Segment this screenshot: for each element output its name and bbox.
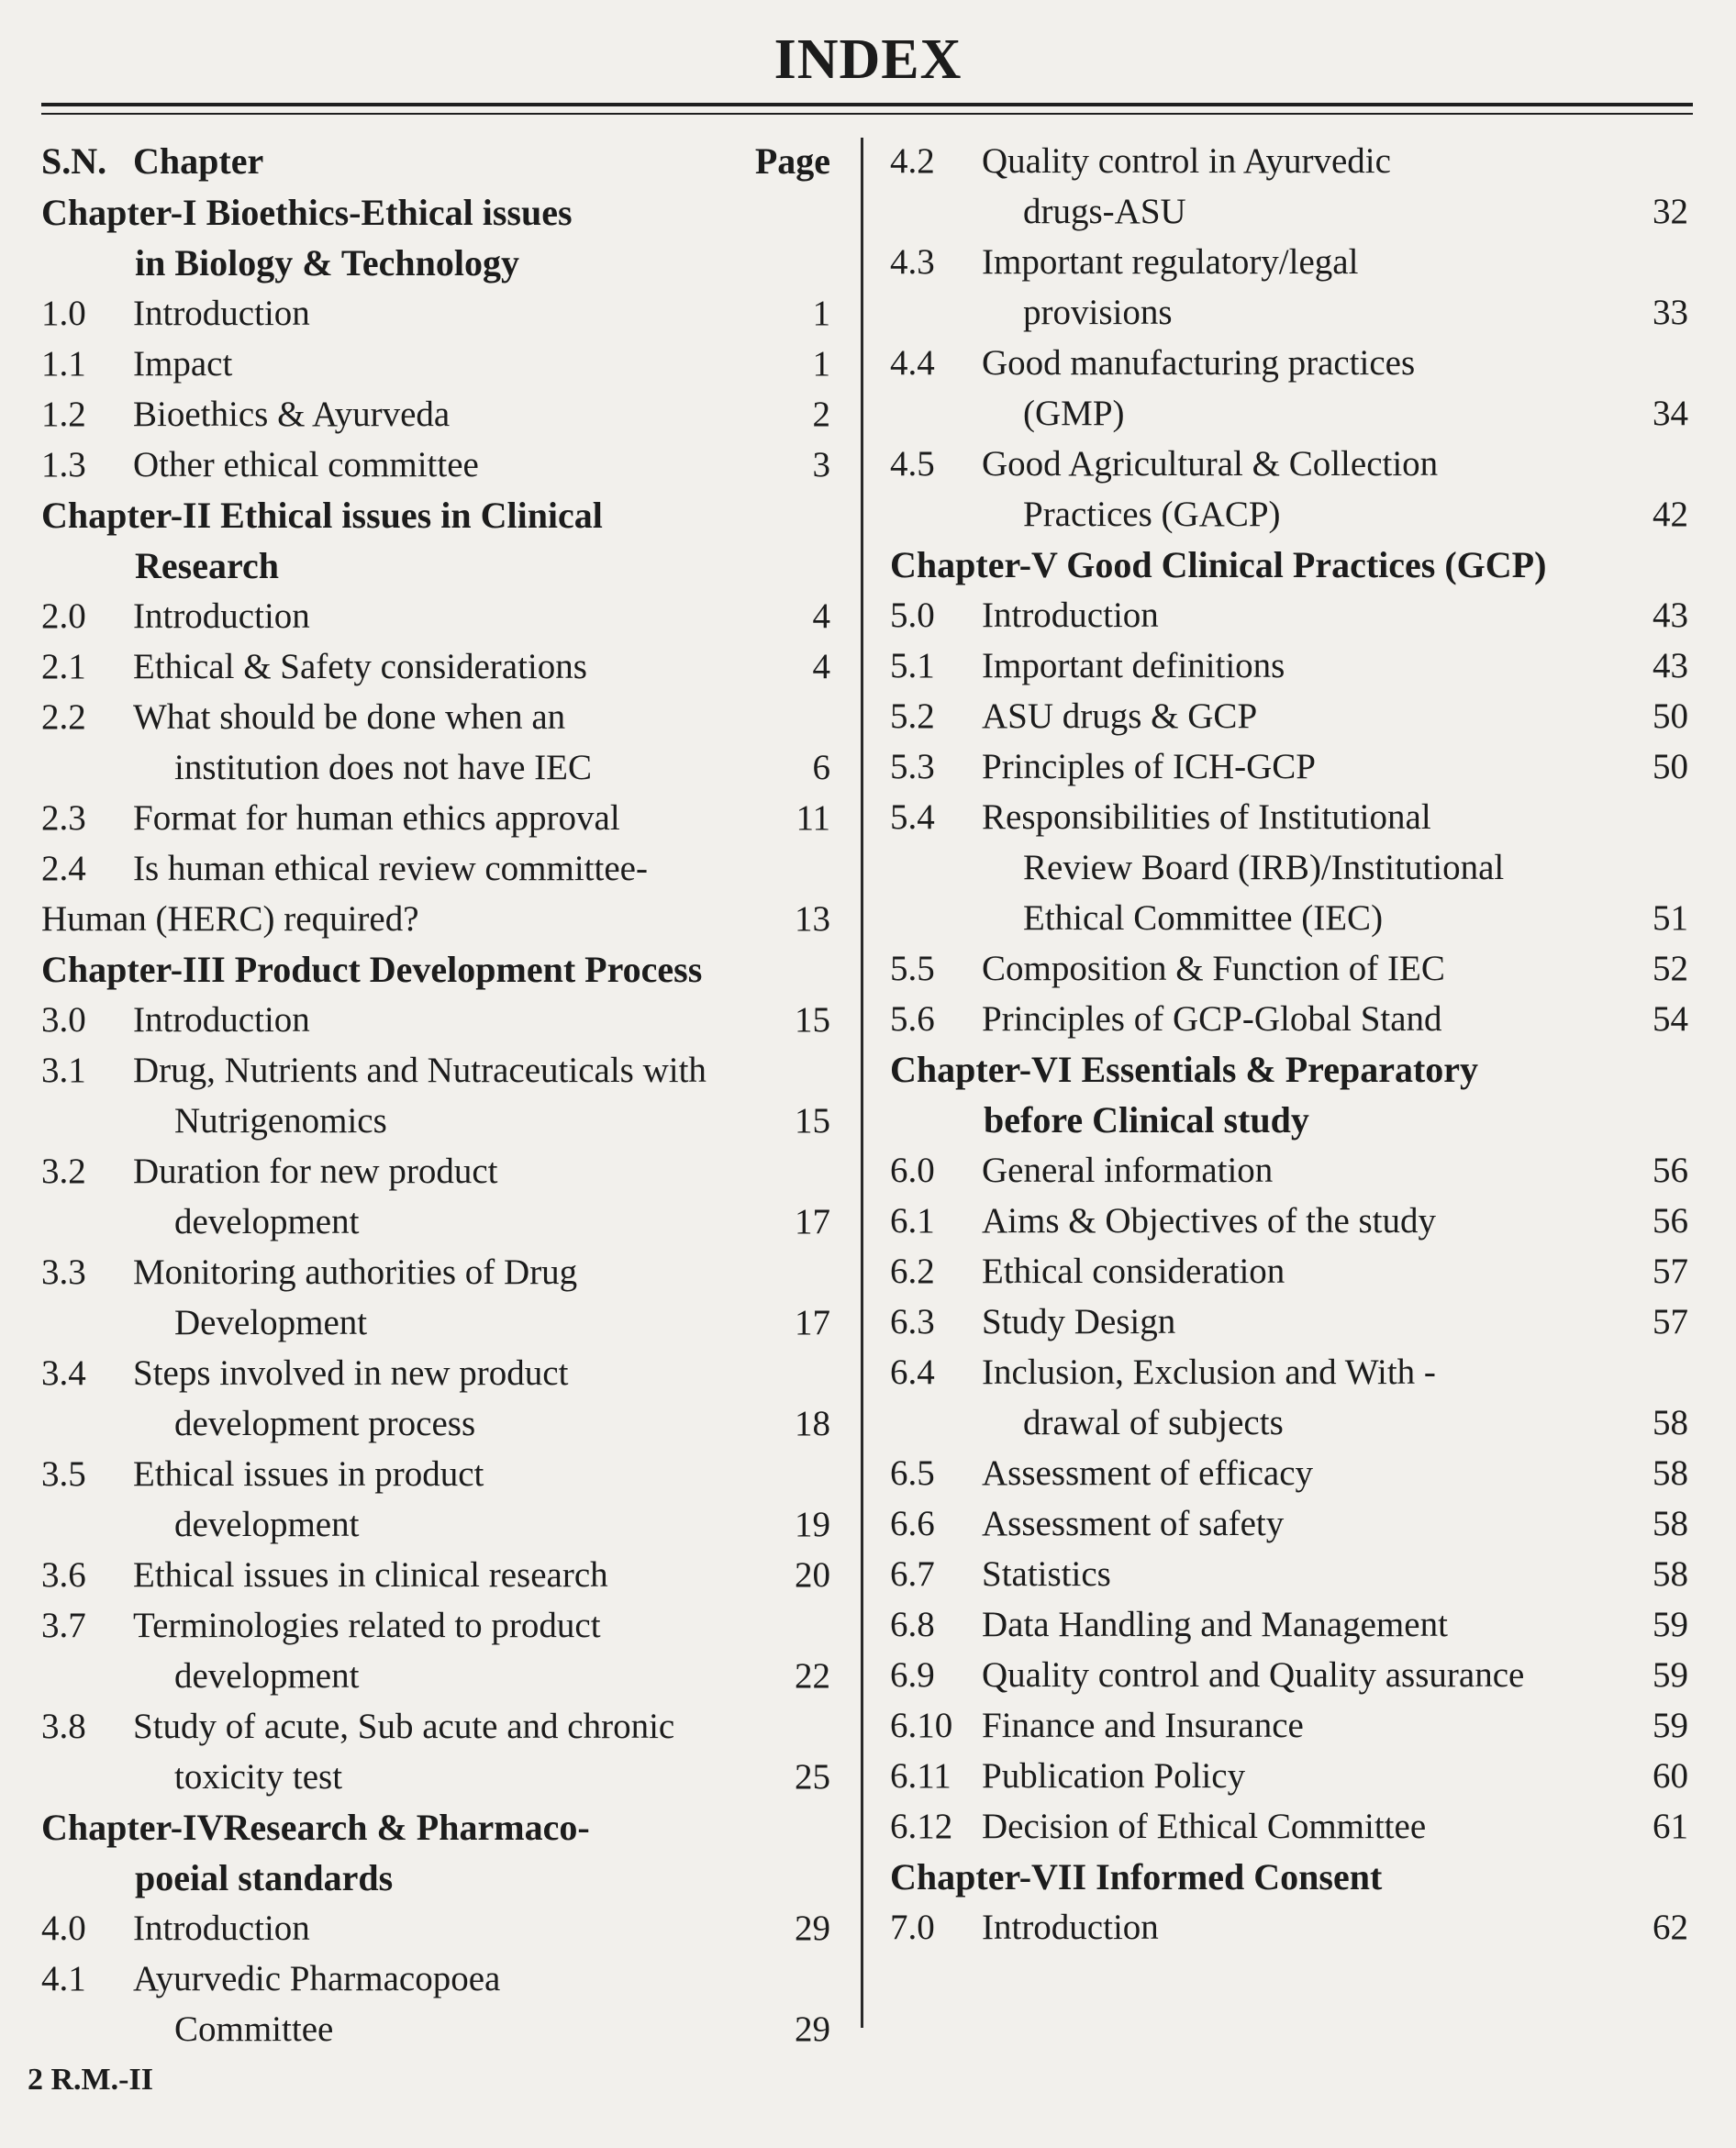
- index-entry: 4.5 Good Agricultural & Collection Practices (GACP) 42: [890, 444, 1688, 534]
- page-footer: 2 R.M.-II: [28, 2063, 153, 2097]
- index-entry: 3.1 Drug, Nutrients and Nutraceuticals with Nutrigenomics 15: [41, 1051, 830, 1141]
- index-entry: 3.4 Steps involved in new product development process 18: [41, 1353, 830, 1443]
- index-entry: 3.2 Duration for new product development 17: [41, 1152, 830, 1241]
- index-entry: 5.4 Responsibilities of Institutional Review Board (IRB)/Institutional Ethical Committee (IEC) 51: [890, 797, 1688, 938]
- index-entry: 2.4 Is human ethical review committee- Human (HERC) required? 13: [41, 849, 830, 939]
- index-entry: 7.0 Introduction 62: [890, 1908, 1688, 1947]
- index-entry: 6.5 Assessment of efficacy 58: [890, 1453, 1688, 1493]
- left-column: [41, 136, 830, 2054]
- index-entry: 2.2 What should be done when an institution does not have IEC 6: [41, 697, 830, 787]
- header-chapter: Chapter: [133, 140, 264, 182]
- index-entry: 3.0 Introduction 15: [41, 1000, 830, 1040]
- index-entry: 6.8 Data Handling and Management 59: [890, 1605, 1688, 1644]
- index-entry: 6.0 General information 56: [890, 1151, 1688, 1190]
- index-entry: 6.1 Aims & Objectives of the study 56: [890, 1201, 1688, 1241]
- index-entry: 4.0 Introduction 29: [41, 1909, 830, 1948]
- index-entry: 1.3 Other ethical committee 3: [41, 445, 830, 484]
- index-entry: 5.0 Introduction 43: [890, 595, 1688, 635]
- index-entry: 6.7 Statistics 58: [890, 1554, 1688, 1594]
- index-entry: 3.8 Study of acute, Sub acute and chronic toxicity test 25: [41, 1707, 830, 1797]
- index-entry: 2.0 Introduction 4: [41, 596, 830, 636]
- chapter-heading: Chapter-II Ethical issues in Clinical Research: [41, 495, 603, 586]
- header-sn: S.N.: [41, 140, 107, 182]
- chapter-heading: Chapter-III Product Development Process: [41, 949, 703, 990]
- index-entry: 2.3 Format for human ethics approval 11: [41, 798, 830, 838]
- chapter-heading: Chapter-I Bioethics-Ethical issues in Biology & Technology: [41, 192, 573, 284]
- index-entry: 4.3 Important regulatory/legal provisions 33: [890, 242, 1688, 332]
- index-entry: 6.4 Inclusion, Exclusion and With - drawal of subjects 58: [890, 1352, 1688, 1442]
- header-page: Page: [754, 140, 830, 182]
- page-title: INDEX: [773, 28, 963, 91]
- right-column: [890, 136, 1688, 1953]
- index-header: [41, 136, 830, 187]
- index-entry: 6.10 Finance and Insurance 59: [890, 1706, 1688, 1745]
- index-entry: 4.4 Good manufacturing practices (GMP) 34: [890, 343, 1688, 433]
- index-entry: 4.2 Quality control in Ayurvedic drugs-ASU 32: [890, 141, 1688, 231]
- chapter-heading: Chapter-V Good Clinical Practices (GCP): [890, 544, 1547, 585]
- index-entry: 6.2 Ethical consideration 57: [890, 1252, 1688, 1291]
- index-entry: 3.6 Ethical issues in clinical research 20: [41, 1555, 830, 1595]
- index-entry: 2.1 Ethical & Safety considerations 4: [41, 647, 830, 686]
- index-entry: 5.6 Principles of GCP-Global Stand 54: [890, 999, 1688, 1039]
- index-entry: 3.5 Ethical issues in product development 19: [41, 1454, 830, 1544]
- index-entry: 1.2 Bioethics & Ayurveda 2: [41, 395, 830, 434]
- index-entry: 6.9 Quality control and Quality assurance 59: [890, 1655, 1688, 1695]
- title-rule-thick: [41, 103, 1693, 106]
- chapter-heading: Chapter-VI Essentials & Preparatory before Clinical study: [890, 1049, 1479, 1141]
- index-entry: 5.5 Composition & Function of IEC 52: [890, 949, 1688, 988]
- index-entry: 5.3 Principles of ICH-GCP 50: [890, 747, 1688, 786]
- index-entry: 1.1 Impact 1: [41, 344, 830, 384]
- index-entry: 3.3 Monitoring authorities of Drug Development 17: [41, 1252, 830, 1342]
- index-entry: 5.2 ASU drugs & GCP 50: [890, 696, 1688, 736]
- chapter-heading: Chapter-IVResearch & Pharmaco- poeial standards: [41, 1807, 590, 1898]
- column-divider: [861, 138, 863, 2028]
- index-entry: 6.3 Study Design 57: [890, 1302, 1688, 1341]
- index-entry: 4.1 Ayurvedic Pharmacopoea Committee 29: [41, 1959, 830, 2049]
- index-entry: 6.6 Assessment of safety 58: [890, 1504, 1688, 1543]
- index-entry: 6.12 Decision of Ethical Committee 61: [890, 1807, 1688, 1846]
- index-entry: 1.0 Introduction 1: [41, 294, 830, 333]
- index-entry: 3.7 Terminologies related to product development 22: [41, 1606, 830, 1696]
- index-entry: 6.11 Publication Policy 60: [890, 1756, 1688, 1796]
- index-entry: 5.1 Important definitions 43: [890, 646, 1688, 685]
- title-rule-thin: [41, 113, 1693, 115]
- chapter-heading: Chapter-VII Informed Consent: [890, 1856, 1383, 1898]
